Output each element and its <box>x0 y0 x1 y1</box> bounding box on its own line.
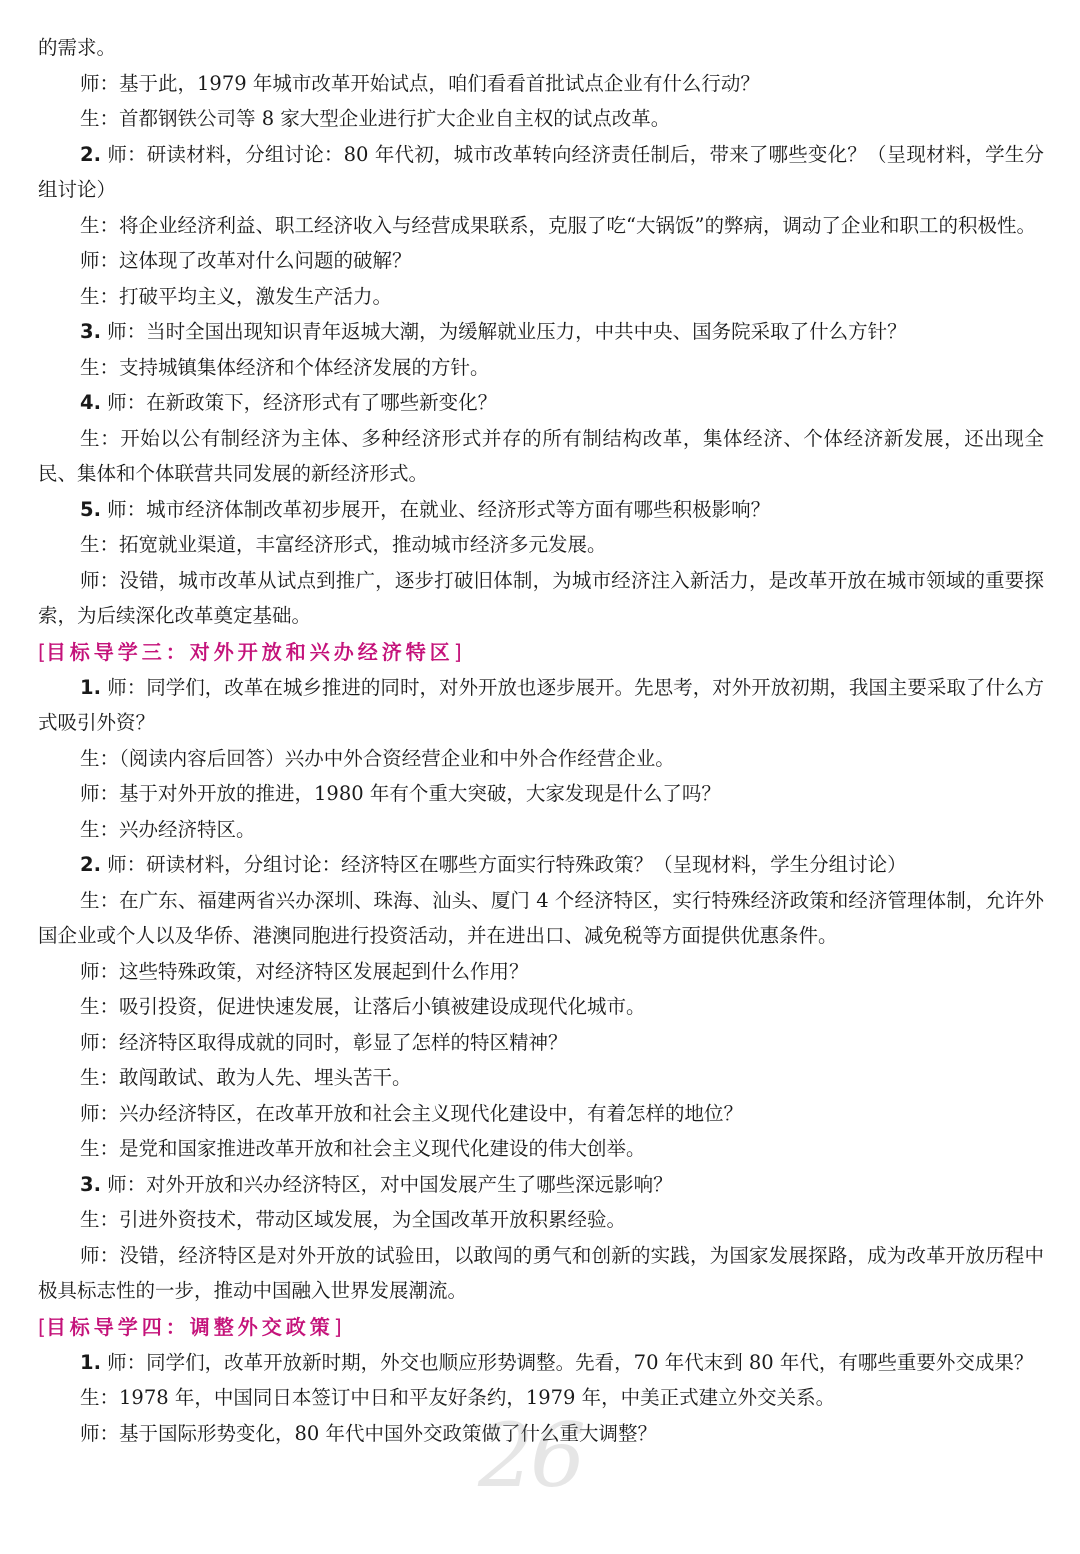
paragraph-text: 生：拓宽就业渠道，丰富经济形式，推动城市经济多元发展。 <box>80 533 607 556</box>
section-bracket-open: [ <box>38 639 46 664</box>
question-number: 3. <box>80 1172 101 1196</box>
dialogue-paragraph <box>38 776 1044 812</box>
question-number: 2. <box>80 142 101 166</box>
dialogue-paragraph <box>38 243 1044 279</box>
dialogue-paragraph <box>38 421 1044 492</box>
dialogue-paragraph <box>38 954 1044 990</box>
paragraph-text: 师：当时全国出现知识青年返城大潮，为缓解就业压力，中共中央、国务院采取了什么方针？ <box>100 320 907 343</box>
dialogue-paragraph <box>38 350 1044 386</box>
paragraph-text: 师：兴办经济特区，在改革开放和社会主义现代化建设中，有着怎样的地位？ <box>80 1101 744 1125</box>
paragraph-text: 生：首都钢铁公司等 8 家大型企业进行扩大企业自主权的试点改革。 <box>80 107 671 130</box>
dialogue-paragraph <box>38 1380 1044 1416</box>
dialogue-paragraph <box>38 1025 1044 1061</box>
paragraph-text: 师：在新政策下，经济形式有了哪些新变化？ <box>100 391 498 414</box>
paragraph-text: 生：引进外资技术，带动区域发展，为全国改革开放积累经验。 <box>80 1208 627 1231</box>
paragraph-text: 生：开始以公有制经济为主体、多种经济形式并存的所有制结构改革，集体经济、个体经济新发展，还出现全民、集体和个体联营共同发展的新经济形式。 <box>38 426 1044 485</box>
paragraph-text: 师：对外开放和兴办经济特区，对中国发展产生了哪些深远影响？ <box>100 1172 673 1196</box>
paragraph-text: 师：经济特区取得成就的同时，彰显了怎样的特区精神？ <box>80 1030 568 1054</box>
document-body <box>38 30 1044 1451</box>
dialogue-paragraph <box>38 1238 1044 1309</box>
question-number: 2. <box>80 853 101 876</box>
paragraph-text: 生：1978 年，中国同日本签订中日和平友好条约，1979 年，中美正式建立外交关系。 <box>80 1386 836 1409</box>
dialogue-paragraph <box>38 563 1044 634</box>
paragraph-text: 师：这些特殊政策，对经济特区发展起到什么作用？ <box>80 959 529 983</box>
paragraph-text: 生：吸引投资，促进快速发展，让落后小镇被建设成现代化城市。 <box>80 995 646 1018</box>
dialogue-paragraph <box>38 1131 1044 1167</box>
question-number: 1. <box>80 1350 101 1374</box>
question-number: 3. <box>80 320 101 343</box>
paragraph-text: 师：城市经济体制改革初步展开，在就业、经济形式等方面有哪些积极影响？ <box>100 497 771 521</box>
section-bracket-close: ] <box>333 1314 342 1339</box>
question-number: 5. <box>80 497 101 521</box>
dialogue-paragraph <box>38 1096 1044 1132</box>
paragraph-text: 师：基于此，1979 年城市改革开始试点，咱们看看首批试点企业有什么行动？ <box>80 71 760 95</box>
section-bracket-open: [ <box>38 1314 46 1339</box>
paragraph-text: 生：兴办经济特区。 <box>80 817 256 841</box>
dialogue-paragraph <box>38 208 1044 244</box>
paragraph-text: 师：研读材料，分组讨论：经济特区在哪些方面实行特殊政策？（呈现材料，学生分组讨论） <box>100 853 907 876</box>
paragraph-text: 师：这体现了改革对什么问题的破解？ <box>80 249 412 272</box>
section-heading <box>38 634 1044 670</box>
dialogue-paragraph <box>38 101 1044 137</box>
dialogue-paragraph <box>38 670 1044 741</box>
dialogue-paragraph <box>38 527 1044 563</box>
paragraph-text: 的需求。 <box>38 36 117 59</box>
dialogue-paragraph <box>38 30 1044 66</box>
dialogue-paragraph <box>38 989 1044 1025</box>
question-number: 4. <box>80 391 101 414</box>
dialogue-paragraph <box>38 883 1044 954</box>
paragraph-text: 生：打破平均主义，激发生产活力。 <box>80 284 393 308</box>
paragraph-text: 生：在广东、福建两省兴办深圳、珠海、汕头、厦门 4 个经济特区，实行特殊经济政策和经济管理体制，允许外国企业或个人以及华侨、港澳同胞进行投资活动，并在进出口、减免税等方面提供优惠条件。 <box>38 888 1044 947</box>
dialogue-paragraph <box>38 1345 1044 1381</box>
paragraph-text: 师：没错，城市改革从试点到推广，逐步打破旧体制，为城市经济注入新活力，是改革开放在城市领域的重要探索，为后续深化改革奠定基础。 <box>38 568 1044 627</box>
dialogue-paragraph <box>38 314 1044 350</box>
paragraph-text: 师：没错，经济特区是对外开放的试验田，以敢闯的勇气和创新的实践，为国家发展探路，成为改革开放历程中极具标志性的一步，推动中国融入世界发展潮流。 <box>38 1243 1044 1302</box>
dialogue-paragraph <box>38 741 1044 777</box>
paragraph-text: 生：（阅读内容后回答）兴办中外合资经营企业和中外合作经营企业。 <box>80 746 675 770</box>
paragraph-text: 生：将企业经济利益、职工经济收入与经营成果联系，克服了吃“大锅饭”的弊病，调动了企业和职工的积极性。 <box>80 213 1036 237</box>
section-bracket-close: ] <box>453 639 462 664</box>
paragraph-text: 师：基于国际形势变化，80 年代中国外交政策做了什么重大调整？ <box>80 1421 658 1445</box>
paragraph-text: 生：支持城镇集体经济和个体经济发展的方针。 <box>80 355 490 379</box>
paragraph-text: 师：同学们，改革在城乡推进的同时，对外开放也逐步展开。先思考，对外开放初期，我国主要采取了什么方式吸引外资？ <box>38 675 1044 734</box>
paragraph-text: 师：研读材料，分组讨论：80 年代初，城市改革转向经济责任制后，带来了哪些变化？（呈现材料，学生分组讨论） <box>38 142 1044 201</box>
dialogue-paragraph <box>38 1202 1044 1238</box>
paragraph-text: 师：基于对外开放的推进，1980 年有个重大突破，大家发现是什么了吗？ <box>80 782 721 805</box>
paragraph-text: 生：是党和国家推进改革开放和社会主义现代化建设的伟大创举。 <box>80 1137 646 1160</box>
dialogue-paragraph <box>38 137 1044 208</box>
dialogue-paragraph <box>38 812 1044 848</box>
paragraph-text: 师：同学们，改革开放新时期，外交也顺应形势调整。先看，70 年代末到 80 年代，有哪些重要外交成果？ <box>100 1350 1034 1374</box>
section-heading <box>38 1309 1044 1345</box>
page-number-watermark: 26 <box>478 1404 582 1507</box>
section-title: 目标导学四：调整外交政策 <box>45 1314 334 1339</box>
dialogue-paragraph <box>38 385 1044 421</box>
dialogue-paragraph <box>38 847 1044 883</box>
dialogue-paragraph <box>38 492 1044 528</box>
dialogue-paragraph <box>38 66 1044 102</box>
dialogue-paragraph <box>38 279 1044 315</box>
dialogue-paragraph <box>38 1060 1044 1096</box>
dialogue-paragraph <box>38 1167 1044 1203</box>
question-number: 1. <box>80 675 101 699</box>
dialogue-paragraph <box>38 1416 1044 1452</box>
section-title: 目标导学三：对外开放和兴办经济特区 <box>45 639 454 664</box>
paragraph-text: 生：敢闯敢试、敢为人先、埋头苦干。 <box>80 1066 412 1089</box>
